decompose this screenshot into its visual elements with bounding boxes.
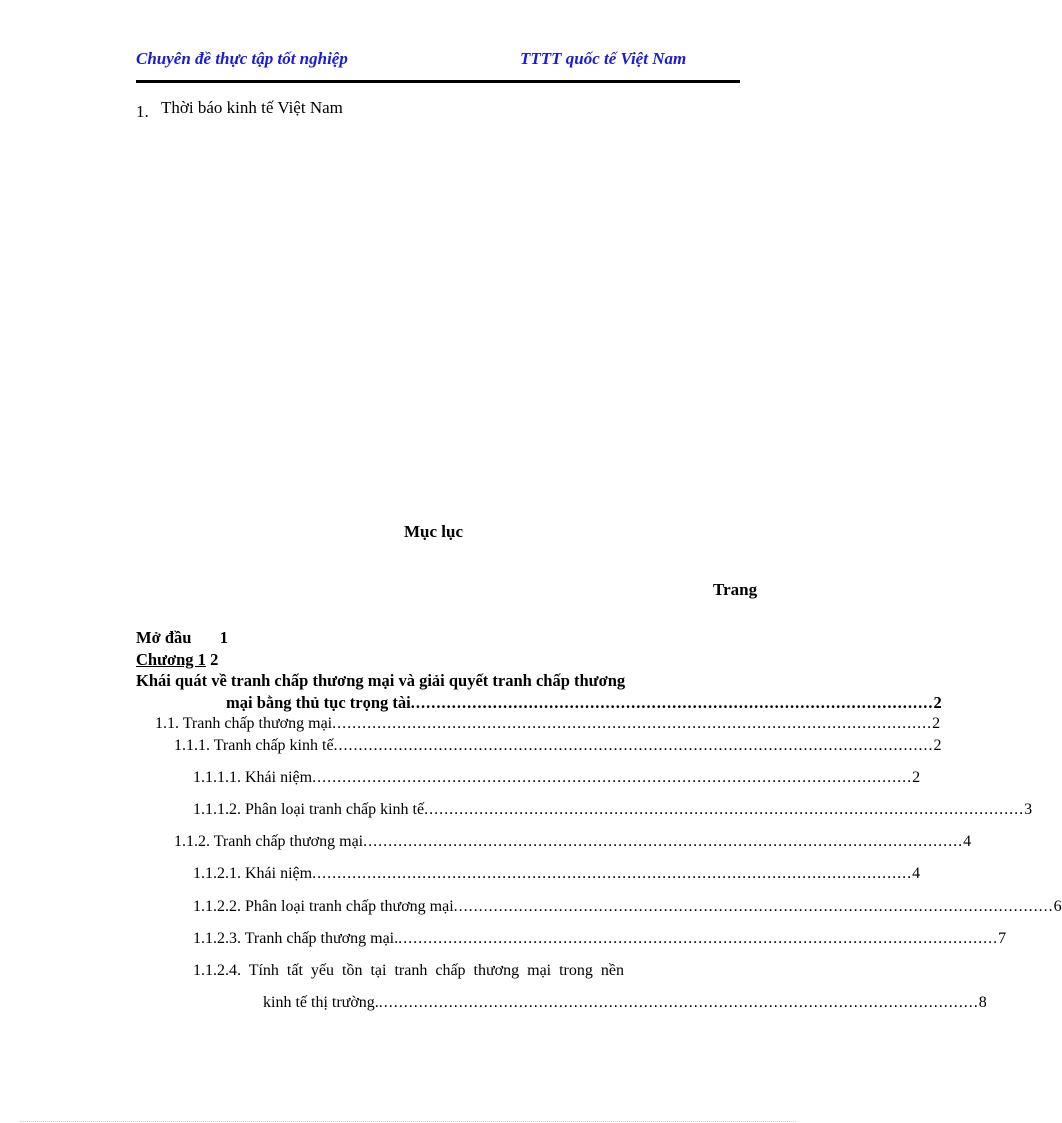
- toc-entry: [193, 769, 921, 787]
- toc-chapter-title-line2-text: mại bằng thủ tục trọng tài: [226, 693, 411, 712]
- toc-title: Mục lục: [404, 522, 464, 541]
- toc-entry: [193, 898, 1062, 916]
- toc-entry-page: 6: [1053, 898, 1062, 915]
- toc-entry-page: 4: [912, 865, 921, 882]
- toc-entry-last-line2: [263, 994, 987, 1012]
- toc-chapter-title-line1: Khái quát về tranh chấp thương mại và giải quyết tranh chấp thương: [136, 671, 626, 690]
- toc-leader: ........................................................................................................................: [312, 769, 913, 786]
- toc-leader: ........................................................................................................................: [363, 833, 964, 850]
- toc-intro: [136, 628, 228, 648]
- toc-entry: [174, 737, 942, 755]
- toc-leader: ........................................................................................................................: [312, 865, 913, 882]
- toc-entry-page: 3: [1024, 801, 1033, 818]
- toc-leader: ......................................................................................................: [410, 693, 934, 712]
- toc-entry-label: kinh tế thị trường.: [263, 994, 379, 1011]
- toc-chapter-title-page: 2: [933, 693, 942, 712]
- toc-chapter-title-line2: [226, 693, 942, 713]
- toc-entry-label: 1.1.2.2. Phân loại tranh chấp thương mại: [193, 898, 454, 915]
- reference-text: Thời báo kinh tế Việt Nam: [161, 98, 343, 117]
- header-rule: [136, 80, 740, 83]
- toc-chapter-page: 2: [210, 650, 219, 669]
- toc-entry: [193, 801, 1033, 819]
- header-left: Chuyên đề thực tập tốt nghiệp: [136, 49, 348, 68]
- toc-entry-label: 1.1. Tranh chấp thương mại: [155, 715, 333, 732]
- toc-intro-page: 1: [219, 628, 228, 647]
- toc-entry-last-line1: 1.1.2.4. Tính tất yếu tồn tại tranh chấp thương mại trong nền: [193, 962, 624, 979]
- reference-number: 1.: [136, 102, 149, 121]
- toc-chapter: [136, 650, 218, 670]
- toc-chapter-label: Chương 1: [136, 650, 206, 669]
- toc-entry-page: 2: [932, 715, 941, 732]
- toc-entry-page: 4: [963, 833, 972, 850]
- page-bottom-border: [20, 1121, 796, 1122]
- toc-entry-page: 7: [998, 930, 1007, 947]
- toc-leader: ........................................................................................................................: [332, 715, 933, 732]
- toc-leader: ........................................................................................................................: [453, 898, 1054, 915]
- toc-entry-label: 1.1.1.2. Phân loại tranh chấp kinh tế: [193, 801, 425, 818]
- toc-entry-label: 1.1.2.1. Khái niệm: [193, 865, 313, 882]
- toc-intro-label: Mở đầu: [136, 628, 192, 647]
- toc-entry-page: 2: [933, 737, 942, 754]
- toc-entry-page: 2: [912, 769, 921, 786]
- toc-entry-label: 1.1.1.1. Khái niệm: [193, 769, 313, 786]
- toc-leader: ........................................................................................................................: [424, 801, 1025, 818]
- toc-leader: ........................................................................................................................: [398, 930, 999, 947]
- toc-entry-label: 1.1.2. Tranh chấp thương mại: [174, 833, 364, 850]
- toc-entry-page: 8: [978, 994, 987, 1011]
- toc-entry: [174, 833, 972, 851]
- toc-leader: ........................................................................................................................: [333, 737, 934, 754]
- toc-entry: [193, 865, 921, 883]
- toc-entry-label: 1.1.2.3. Tranh chấp thương mại.: [193, 930, 399, 947]
- toc-entry: [193, 930, 1007, 948]
- toc-entry-label: 1.1.1. Tranh chấp kinh tế: [174, 737, 334, 754]
- header-right: TTTT quốc tế Việt Nam: [520, 49, 687, 68]
- toc-leader: ........................................................................................................................: [378, 994, 979, 1011]
- toc-page-label: Trang: [713, 580, 758, 599]
- toc-entry: [155, 715, 941, 733]
